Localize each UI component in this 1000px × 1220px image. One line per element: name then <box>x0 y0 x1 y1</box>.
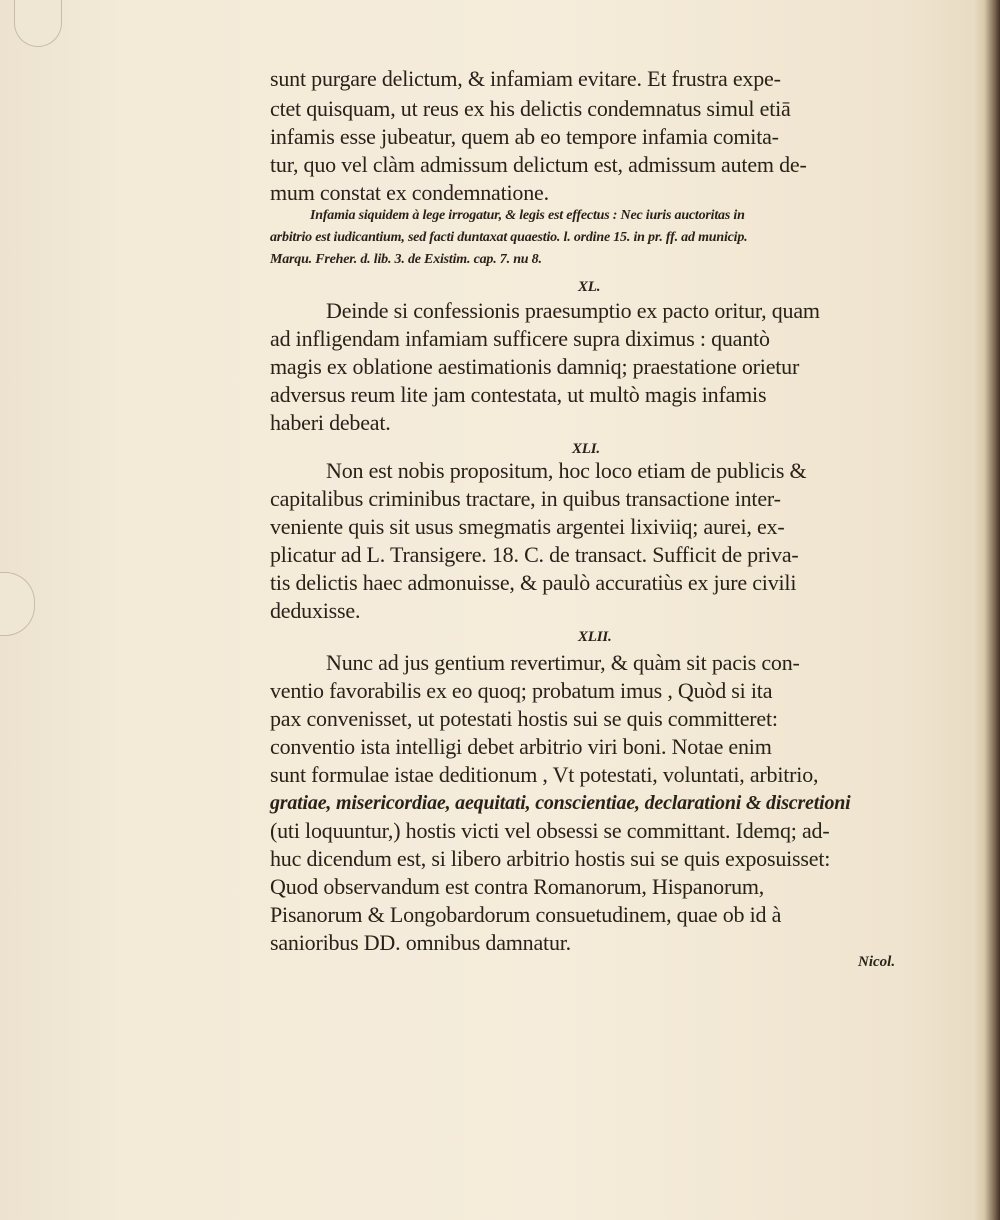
text-line: tis delictis haec admonuisse, & paulò accuratiùs ex jure civili <box>270 570 797 595</box>
text-line: (uti loquuntur,) hostis victi vel obsessi se committant. Idemq; ad- <box>270 818 830 843</box>
text-line: pax convenisset, ut potestati hostis sui se quis committeret: <box>270 706 778 731</box>
text-line: Deinde si confessionis praesumptio ex pacto oritur, quam <box>326 298 820 323</box>
text-line: huc dicendum est, si libero arbitrio hostis sui se quis exposuisset: <box>270 846 831 871</box>
text-line: capitalibus criminibus tractare, in quibus transactione inter- <box>270 486 781 511</box>
text-line: gratiae, misericordiae, aequitati, conscientiae, declarationi & discretioni <box>270 792 851 814</box>
text-line: ctet quisquam, ut reus ex his delictis condemnatus simul etiā <box>270 96 791 121</box>
text-line: sunt purgare delictum, & infamiam evitare. Et frustra expe- <box>270 66 781 91</box>
text-line: ad infligendam infamiam sufficere supra diximus : quantò <box>270 326 770 351</box>
text-line: sanioribus DD. omnibus damnatur. <box>270 930 571 955</box>
text-line: Quod observandum est contra Romanorum, Hispanorum, <box>270 874 765 899</box>
catchword: Nicol. <box>858 954 896 970</box>
section-heading: XL. <box>578 279 601 295</box>
page-tab-side <box>0 572 35 636</box>
text-line: sunt formulae istae deditionum , Vt potestati, voluntati, arbitrio, <box>270 762 819 787</box>
section-heading: XLI. <box>572 441 600 457</box>
note-line: arbitrio est iudicantium, sed facti duntaxat quaestio. l. ordine 15. in pr. ff. ad municip. <box>270 230 748 245</box>
text-line: deduxisse. <box>270 598 361 623</box>
text-line: infamis esse jubeatur, quem ab eo tempore infamia comita- <box>270 124 779 149</box>
text-line: Pisanorum & Longobardorum consuetudinem, quae ob id à <box>270 902 782 927</box>
text-line: conventio ista intelligi debet arbitrio viri boni. Notae enim <box>270 734 772 759</box>
text-line: magis ex oblatione aestimationis damniq; praestatione orietur <box>270 354 800 379</box>
text-line: veniente quis sit usus smegmatis argentei lixiviiq; aurei, ex- <box>270 514 785 539</box>
text-line: adversus reum lite jam contestata, ut multò magis infamis <box>270 382 767 407</box>
binding-edge <box>974 0 1000 1220</box>
note-line: Infamia siquidem à lege irrogatur, & legis est effectus : Nec iuris auctoritas in <box>310 208 745 223</box>
text-line: mum constat ex condemnatione. <box>270 180 549 205</box>
note-line: Marqu. Freher. d. lib. 3. de Existim. cap. 7. nu 8. <box>270 252 542 267</box>
text-line: plicatur ad L. Transigere. 18. C. de transact. Sufficit de priva- <box>270 542 799 567</box>
text-line: ventio favorabilis ex eo quoq; probatum imus , Quòd si ita <box>270 678 773 703</box>
section-heading: XLII. <box>578 629 612 645</box>
text-line: tur, quo vel clàm admissum delictum est, admissum autem de- <box>270 152 807 177</box>
text-line: Non est nobis propositum, hoc loco etiam de publicis & <box>326 458 807 483</box>
page-tab-top <box>14 0 62 47</box>
text-line: Nunc ad jus gentium revertimur, & quàm sit pacis con- <box>326 650 800 675</box>
text-line: haberi debeat. <box>270 410 391 435</box>
